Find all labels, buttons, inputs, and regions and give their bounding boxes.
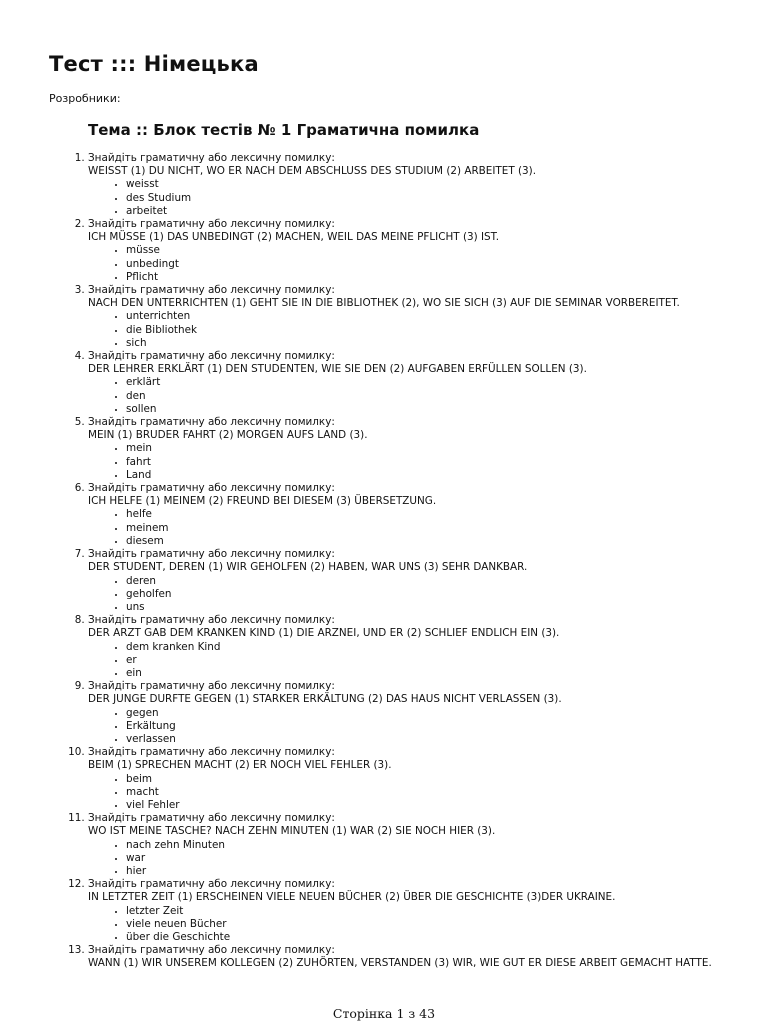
answer-option: • er — [126, 654, 768, 667]
answer-options — [88, 376, 768, 416]
answer-option: • mein — [126, 442, 768, 455]
question-sentence: BEIM (1) SPRECHEN MACHT (2) ER NOCH VIEL FEHLER (3). — [88, 759, 392, 772]
answer-option: • helfe — [126, 508, 768, 521]
answer-option: • sich — [126, 337, 768, 350]
answer-option: • den — [126, 390, 768, 403]
answer-option: • beim — [126, 773, 768, 786]
section-title: Тема :: Блок тестів № 1 Граматична помилка — [88, 121, 480, 139]
answer-option: • fahrt — [126, 456, 768, 469]
question-prompt: 9. Знайдіть граматичну або лексичну помилку: — [88, 680, 335, 693]
answer-option: • unbedingt — [126, 258, 768, 271]
question-prompt: 10. Знайдіть граматичну або лексичну помилку: — [88, 746, 335, 759]
answer-options — [88, 442, 768, 482]
question-item — [88, 944, 768, 970]
question-sentence: DER JUNGE DURFTE GEGEN (1) STARKER ERKÄLTUNG (2) DAS HAUS NICHT VERLASSEN (3). — [88, 693, 562, 706]
question-prompt: 4. Знайдіть граматичну або лексичну помилку: — [88, 350, 335, 363]
question-sentence: ICH HELFE (1) MEINEM (2) FREUND BEI DIESEM (3) ÜBERSETZUNG. — [88, 495, 437, 508]
question-list — [0, 152, 768, 971]
question-item — [88, 680, 768, 746]
answer-option: • arbeitet — [126, 205, 768, 218]
question-item — [88, 878, 768, 944]
question-sentence: ICH MÜSSE (1) DAS UNBEDINGT (2) MACHEN, WEIL DAS MEINE PFLICHT (3) IST. — [88, 231, 500, 244]
answer-option: • über die Geschichte — [126, 931, 768, 944]
question-item — [88, 746, 768, 812]
answer-options — [88, 508, 768, 548]
answer-option: • des Studium — [126, 192, 768, 205]
question-sentence: WO IST MEINE TASCHE? NACH ZEHN MINUTEN (1) WAR (2) SIE NOCH HIER (3). — [88, 825, 496, 838]
answer-option: • geholfen — [126, 588, 768, 601]
question-sentence: DER LEHRER ERKLÄRT (1) DEN STUDENTEN, WIE SIE DEN (2) AUFGABEN ERFÜLLEN SOLLEN (3). — [88, 363, 587, 376]
question-prompt: 3. Знайдіть граматичну або лексичну помилку: — [88, 284, 335, 297]
question-prompt: 5. Знайдіть граматичну або лексичну помилку: — [88, 416, 335, 429]
question-prompt: 8. Знайдіть граматичну або лексичну помилку: — [88, 614, 335, 627]
answer-options — [88, 641, 768, 681]
answer-option: • hier — [126, 865, 768, 878]
answer-option: • sollen — [126, 403, 768, 416]
question-prompt: 13. Знайдіть граматичну або лексичну помилку: — [88, 944, 335, 957]
answer-option: • war — [126, 852, 768, 865]
answer-option: • nach zehn Minuten — [126, 839, 768, 852]
answer-options — [88, 839, 768, 879]
answer-option: • letzter Zeit — [126, 905, 768, 918]
answer-options — [88, 707, 768, 747]
question-sentence: NACH DEN UNTERRICHTEN (1) GEHT SIE IN DIE BIBLIOTHEK (2), WO SIE SICH (3) AUF DIE SEMINAR VORBEREITET. — [88, 297, 680, 310]
question-item — [88, 482, 768, 548]
answer-option: • viel Fehler — [126, 799, 768, 812]
question-item — [88, 284, 768, 350]
question-sentence: IN LETZTER ZEIT (1) ERSCHEINEN VIELE NEUEN BÜCHER (2) ÜBER DIE GESCHICHTE (3)DER UKRAINE. — [88, 891, 616, 904]
answer-option: • dem kranken Kind — [126, 641, 768, 654]
answer-options — [88, 905, 768, 945]
question-prompt: 7. Знайдіть граматичну або лексичну помилку: — [88, 548, 335, 561]
answer-option: • viele neuen Bücher — [126, 918, 768, 931]
developers-label: Розробники: — [49, 92, 121, 105]
answer-option: • meinem — [126, 522, 768, 535]
question-prompt: 2. Знайдіть граматичну або лексичну помилку: — [88, 218, 335, 231]
answer-options — [88, 244, 768, 284]
answer-options — [88, 575, 768, 615]
question-prompt: 1. Знайдіть граматичну або лексичну помилку: — [88, 152, 335, 164]
answer-option: • unterrichten — [126, 310, 768, 323]
answer-option: • macht — [126, 786, 768, 799]
question-item — [88, 152, 768, 218]
question-item — [88, 416, 768, 482]
answer-options — [88, 178, 768, 218]
question-prompt: 11. Знайдіть граматичну або лексичну помилку: — [88, 812, 335, 825]
answer-option: • verlassen — [126, 733, 768, 746]
answer-option: • uns — [126, 601, 768, 614]
question-item — [88, 614, 768, 680]
page-title: Тест ::: Німецька — [49, 52, 259, 76]
answer-option: • deren — [126, 575, 768, 588]
question-item — [88, 548, 768, 614]
page-footer: Сторінка 1 з 43 — [332, 1006, 436, 1021]
answer-option: • ein — [126, 667, 768, 680]
answer-option: • gegen — [126, 707, 768, 720]
answer-options — [88, 773, 768, 813]
question-prompt: 12. Знайдіть граматичну або лексичну помилку: — [88, 878, 335, 891]
answer-option: • erklärt — [126, 376, 768, 389]
question-prompt: 6. Знайдіть граматичну або лексичну помилку: — [88, 482, 335, 495]
question-sentence: WANN (1) WIR UNSEREM KOLLEGEN (2) ZUHÖRTEN, VERSTANDEN (3) WIR, WIE GUT ER DIESE ARBEIT GEMACHT HATTE. — [88, 957, 712, 970]
answer-option: • Pflicht — [126, 271, 768, 284]
question-sentence: MEIN (1) BRUDER FAHRT (2) MORGEN AUFS LAND (3). — [88, 429, 368, 442]
answer-option: • Land — [126, 469, 768, 482]
answer-option: • weisst — [126, 178, 768, 191]
answer-option: • diesem — [126, 535, 768, 548]
question-sentence: DER STUDENT, DEREN (1) WIR GEHOLFEN (2) HABEN, WAR UNS (3) SEHR DANKBAR. — [88, 561, 528, 574]
answer-options — [88, 310, 768, 350]
question-item — [88, 350, 768, 416]
question-item — [88, 218, 768, 284]
answer-option: • müsse — [126, 244, 768, 257]
question-item — [88, 812, 768, 878]
question-sentence: WEISST (1) DU NICHT, WO ER NACH DEM ABSCHLUSS DES STUDIUM (2) ARBEITET (3). — [88, 165, 537, 178]
answer-option: • Erkältung — [126, 720, 768, 733]
question-sentence: DER ARZT GAB DEM KRANKEN KIND (1) DIE ARZNEI, UND ER (2) SCHLIEF ENDLICH EIN (3). — [88, 627, 560, 640]
answer-option: • die Bibliothek — [126, 324, 768, 337]
